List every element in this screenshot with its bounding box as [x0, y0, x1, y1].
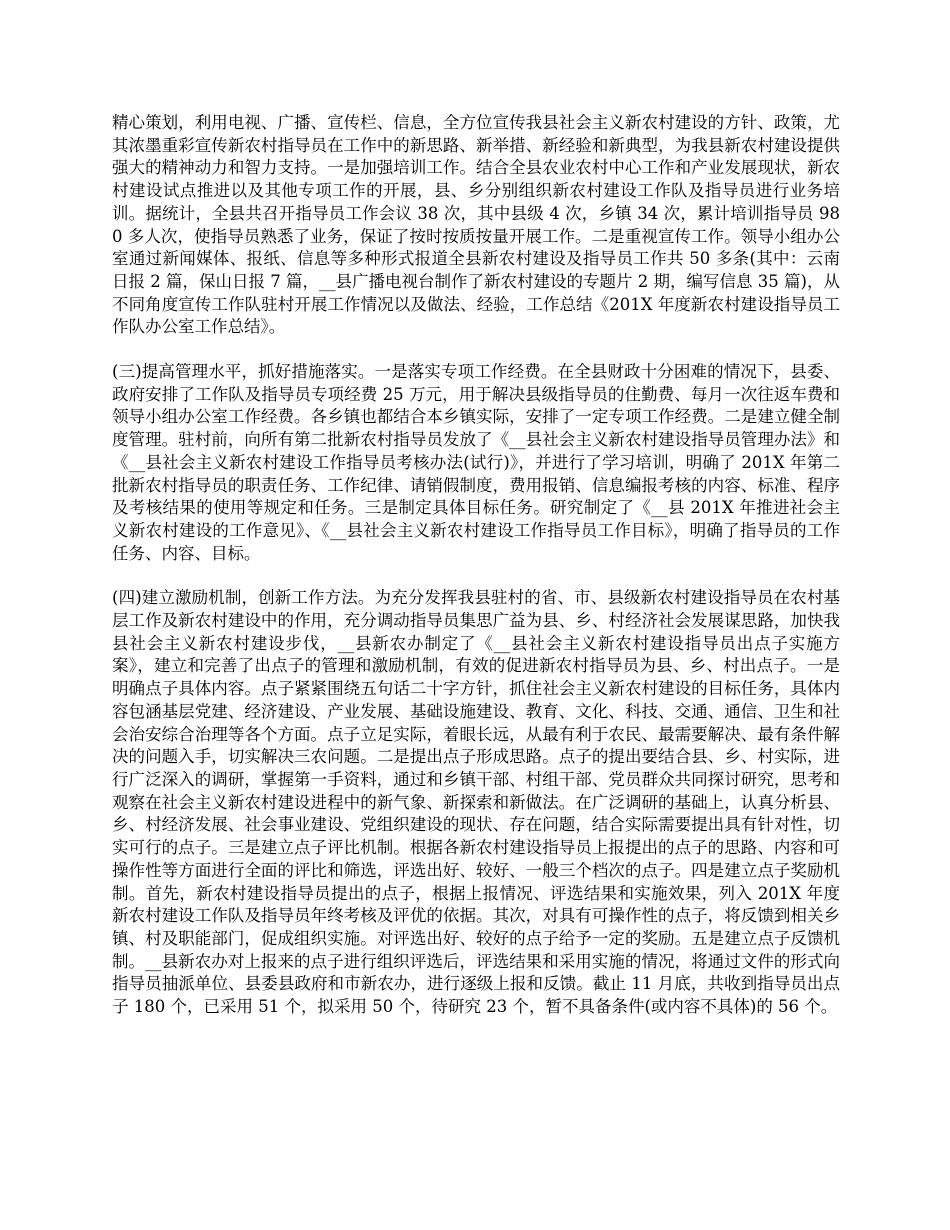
paragraph-incentive-mechanism: (四)建立激励机制，创新工作方法。为充分发挥我县驻村的省、市、县级新农村建设指导员在农村基层工作及新农村建设中的作用，充分调动指导员集思广益为县、乡、村经济社会发展谋思路，加快我县社会主义新农村建设步伐，__县新农办制定了《__县社会主义新农村建设指导员出点子实施方案》，建立和完善了出点子的管理和激励机制，有效的促进新农村指导员为县、乡、村出点子。一是明确点子具体内容。点子紧紧围绕五句话二十字方针，抓住社会主义新农村建设的目标任务，具体内容包涵基层党建、经济建设、产业发展、基础设施建设、教育、文化、科技、交通、通信、卫生和社会治安综合治理等各个方面。点子立足实际，着眼长远，从最有利于农民、最需要解决、最有条件解决的问题入手，切实解决三农问题。二是提出点子形成思路。点子的提出要结合县、乡、村实际，进行广泛深入的调研，掌握第一手资料，通过和乡镇干部、村组干部、党员群众共同探讨研究，思考和观察在社会主义新农村建设进程中的新气象、新探索和新做法。在广泛调研的基础上，认真分析县、乡、村经济发展、社会事业建设、党组织建设的现状、存在问题，结合实际需要提出具有针对性，切实可行的点子。三是建立点子评比机制。根据各新农村建设指导员上报提出的点子的思路、内容和可操作性等方面进行全面的评比和筛选，评选出好、较好、一般三个档次的点子。四是建立点子奖励机制。首先，新农村建设指导员提出的点子，根据上报情况、评选结果和实施效果，列入 201X 年度新农村建设工作队及指导员年终考核及评优的依据。其次，对具有可操作性的点子，将反馈到相关乡镇、村及职能部门，促成组织实施。对评选出好、较好的点子给予一定的奖励。五是建立点子反馈机制。__县新农办对上报来的点子进行组织评选后，评选结果和采用实施的情况，将通过文件的形式向指导员抽派单位、县委县政府和市新农办，进行逐级上报和反馈。截止 11 月底，共收到指导员出点子 180 个，已采用 51 个，拟采用 50 个，待研究 23 个，暂不具备条件(或内容不具体)的 56 个。	[112, 588, 840, 1017]
paragraph-publicity-training: 精心策划，利用电视、广播、宣传栏、信息，全方位宣传我县社会主义新农村建设的方针、政策，尤其浓墨重彩宣传新农村指导员在工作中的新思路、新举措、新经验和新典型，为我县新农村建设提供强大的精神动力和智力支持。一是加强培训工作。结合全县农业农村中心工作和产业发展现状，新农村建设试点推进以及其他专项工作的开展，县、乡分别组织新农村建设工作队及指导员进行业务培训。据统计，全县共召开指导员工作会议 38 次，其中县级 4 次，乡镇 34 次，累计培训指导员 980 多人次，使指导员熟悉了业务，保证了按时按质按量开展工作。二是重视宣传工作。领导小组办公室通过新闻媒体、报纸、信息等多种形式报道全县新农村建设及指导员工作共 50 多条(其中：云南日报 2 篇，保山日报 7 篇，__县广播电视台制作了新农村建设的专题片 2 期，编写信息 35 篇)，从不同角度宣传工作队驻村开展工作情况以及做法、经验，工作总结《201X 年度新农村建设指导员工作队办公室工作总结》。	[112, 113, 840, 337]
document-body	[112, 112, 840, 1041]
paragraph-management-measures: (三)提高管理水平，抓好措施落实。一是落实专项工作经费。在全县财政十分困难的情况下，县委、政府安排了工作队及指导员专项经费 25 万元，用于解决县级指导员的住勤费、每月一次往返车费和领导小组办公室工作经费。各乡镇也都结合本乡镇实际，安排了一定专项工作经费。二是建立健全制度管理。驻村前，向所有第二批新农村指导员发放了《__县社会主义新农村建设指导员管理办法》和《__县社会主义新农村建设工作指导员考核办法(试行)》，并进行了学习培训，明确了 201X 年第二批新农村指导员的职责任务、工作纪律、请销假制度，费用报销、信息编报考核的内容、标准、程序及考核结果的使用等规定和任务。三是制定具体目标任务。研究制定了《__县 201X 年推进社会主义新农村建设的工作意见》、《__县社会主义新农村建设工作指导员工作目标》，明确了指导员的工作任务、内容、目标。	[112, 362, 840, 563]
